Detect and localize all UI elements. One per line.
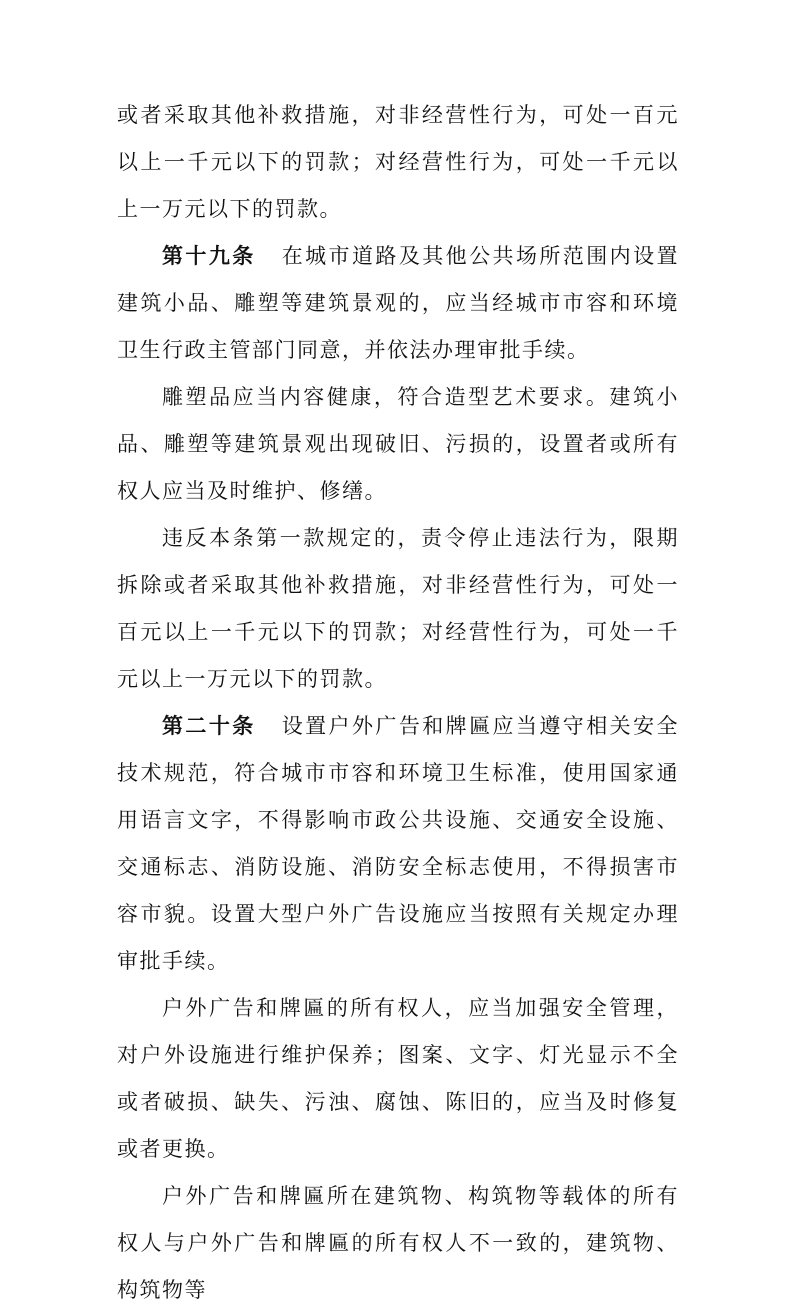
paragraph-continuation	[117, 92, 679, 233]
paragraph-text: 在城市道路及其他公共场所范围内设置建筑小品、雕塑等建筑景观的，应当经城市市容和环境卫生行政主管部门同意，并依法办理审批手续。	[117, 244, 680, 362]
paragraph-text: 雕塑品应当内容健康，符合造型艺术要求。建筑小品、雕塑等建筑景观出现破旧、污损的，设置者或所有权人应当及时维护、修缮。	[117, 385, 679, 503]
paragraph-text: 户外广告和牌匾所在建筑物、构筑物等载体的所有权人与户外广告和牌匾的所有权人不一致的，建筑物、构筑物等	[117, 1184, 679, 1302]
paragraph-owner-maintenance	[117, 985, 679, 1173]
paragraph-penalty	[117, 515, 679, 703]
paragraph-carrier-owner	[117, 1173, 679, 1314]
document-body	[117, 92, 679, 1314]
paragraph-sculpture-requirements	[117, 374, 679, 515]
article-20-paragraph	[117, 703, 679, 985]
paragraph-text: 设置户外广告和牌匾应当遵守相关安全技术规范，符合城市市容和环境卫生标准，使用国家通用语言文字，不得影响市政公共设施、交通安全设施、交通标志、消防设施、消防安全标志使用，不得损害市容市貌。设置大型户外广告设施应当按照有关规定办理审批手续。	[117, 714, 680, 973]
article-title: 第二十条	[162, 714, 256, 738]
article-19-paragraph	[117, 233, 679, 374]
article-title: 第十九条	[162, 244, 256, 268]
paragraph-text: 或者采取其他补救措施，对非经营性行为，可处一百元以上一千元以下的罚款；对经营性行为，可处一千元以上一万元以下的罚款。	[117, 103, 679, 221]
paragraph-text: 户外广告和牌匾的所有权人，应当加强安全管理，对户外设施进行维护保养；图案、文字、灯光显示不全或者破损、缺失、污浊、腐蚀、陈旧的，应当及时修复或者更换。	[117, 996, 679, 1161]
paragraph-text: 违反本条第一款规定的，责令停止违法行为，限期拆除或者采取其他补救措施，对非经营性行为，可处一百元以上一千元以下的罚款；对经营性行为，可处一千元以上一万元以下的罚款。	[117, 526, 679, 691]
